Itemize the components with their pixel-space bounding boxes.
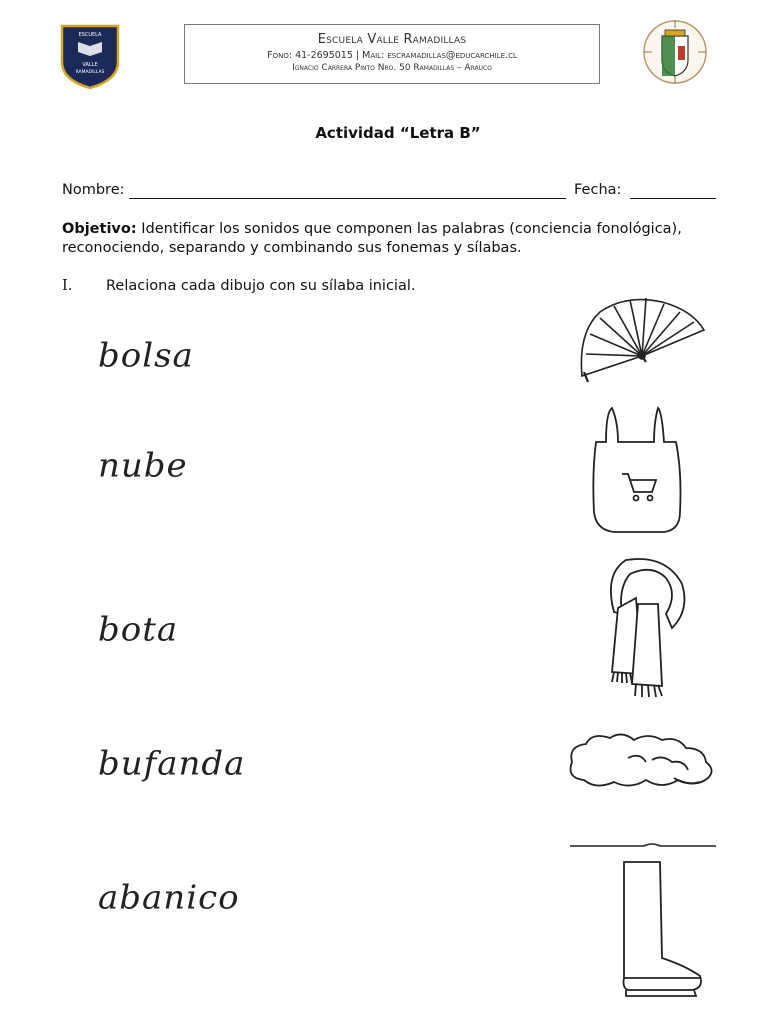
boot-picture [568,838,718,998]
logo-text-3: RAMADILLAS [75,70,105,75]
logo-text-2: VALLE [82,62,98,68]
cloud-picture [566,730,722,796]
logo-text-1: ESCUELA [78,32,102,38]
instruction-text: Relaciona cada dibujo con su sílaba inicial. [106,278,416,294]
word-item: abanico [98,879,240,917]
word-item: bolsa [98,337,194,375]
school-contact: Fono: 41-2695015 | Mail: escramadillas@educarchile.cl [267,50,517,61]
date-label: Fecha: [574,182,622,198]
school-name: Escuela Valle Ramadillas [317,32,467,47]
name-label: Nombre: [62,182,125,198]
school-address: Ignacio Carrera Pinto Nro. 50 Ramadillas – Arauco [292,63,492,73]
school-logo [58,22,122,90]
section-number: I. [62,278,73,294]
name-field[interactable] [129,198,566,199]
word-item: bufanda [98,745,246,783]
municipal-crest [638,18,712,86]
instruction [62,278,415,294]
objective-label: Objetivo: [62,221,137,237]
date-field[interactable] [630,198,716,199]
word-item: nube [98,447,188,485]
word-item: bota [98,611,179,649]
objective-text: Identificar los sonidos que componen las palabras (conciencia fonológica), reconociendo, separando y combinando sus fonemas y sílabas. [62,221,682,256]
school-header [184,24,600,84]
page-title: Actividad “Letra B” [315,124,481,142]
shopping-bag-picture [584,402,688,536]
scarf-picture [596,554,692,704]
fan-picture [576,292,708,384]
objective [62,220,722,258]
